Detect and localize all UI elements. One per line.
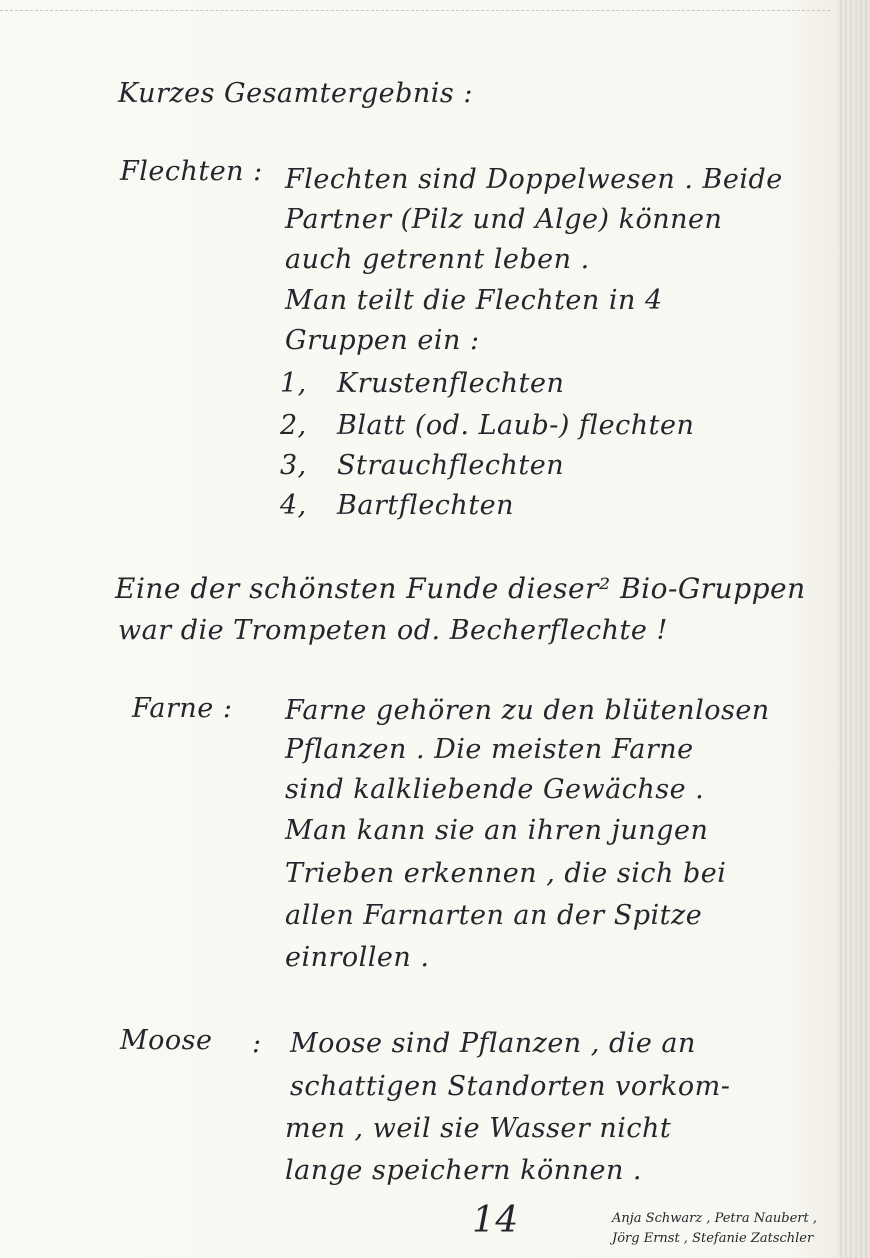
- page-number: 14: [472, 1200, 519, 1241]
- page-stack-edge: [838, 0, 870, 1258]
- moose-line-1: Moose sind Pflanzen , die an: [290, 1028, 696, 1059]
- fund-line-1: Eine der schönsten Funde dieser² Bio-Gruppen: [115, 572, 806, 605]
- section-label-moose: Moose: [120, 1025, 213, 1056]
- moose-line-2: schattigen Standorten vorkom-: [290, 1071, 731, 1102]
- section-label-farne: Farne :: [132, 693, 233, 724]
- flechten-line-4: Man teilt die Flechten in 4: [285, 285, 663, 316]
- farne-line-2: Pflanzen . Die meisten Farne: [285, 734, 694, 765]
- farne-line-4: Man kann sie an ihren jungen: [285, 815, 709, 846]
- farne-line-7: einrollen .: [285, 942, 430, 973]
- section-label-flechten: Flechten :: [120, 156, 263, 187]
- group-name-2: Blatt (od. Laub-) flechten: [337, 410, 695, 441]
- farne-line-6: allen Farnarten an der Spitze: [285, 900, 703, 931]
- group-number-2: 2,: [280, 410, 307, 441]
- group-name-1: Krustenflechten: [337, 368, 565, 399]
- fund-line-2: war die Trompeten od. Becherflechte !: [118, 615, 668, 646]
- flechten-line-5: Gruppen ein :: [285, 325, 480, 356]
- group-number-4: 4,: [280, 490, 307, 521]
- authors-line-1: Anja Schwarz , Petra Naubert ,: [612, 1211, 817, 1226]
- farne-line-1: Farne gehören zu den blütenlosen: [285, 695, 770, 726]
- group-number-1: 1,: [280, 368, 307, 399]
- group-number-3: 3,: [280, 450, 307, 481]
- flechten-line-1: Flechten sind Doppelwesen . Beide: [285, 164, 783, 195]
- authors-line-2: Jörg Ernst , Stefanie Zatschler: [612, 1231, 814, 1246]
- page-title: Kurzes Gesamtergebnis :: [118, 78, 473, 109]
- moose-line-3: men , weil sie Wasser nicht: [285, 1113, 672, 1144]
- group-name-3: Strauchflechten: [337, 450, 565, 481]
- farne-line-3: sind kalkliebende Gewächse .: [285, 774, 705, 805]
- farne-line-5: Trieben erkennen , die sich bei: [285, 858, 727, 889]
- flechten-line-3: auch getrennt leben .: [285, 244, 590, 275]
- moose-line-4: lange speichern können .: [285, 1155, 643, 1186]
- flechten-line-2: Partner (Pilz und Alge) können: [285, 204, 723, 235]
- moose-colon: :: [252, 1028, 262, 1059]
- group-name-4: Bartflechten: [337, 490, 515, 521]
- page-top-edge: [0, 0, 830, 11]
